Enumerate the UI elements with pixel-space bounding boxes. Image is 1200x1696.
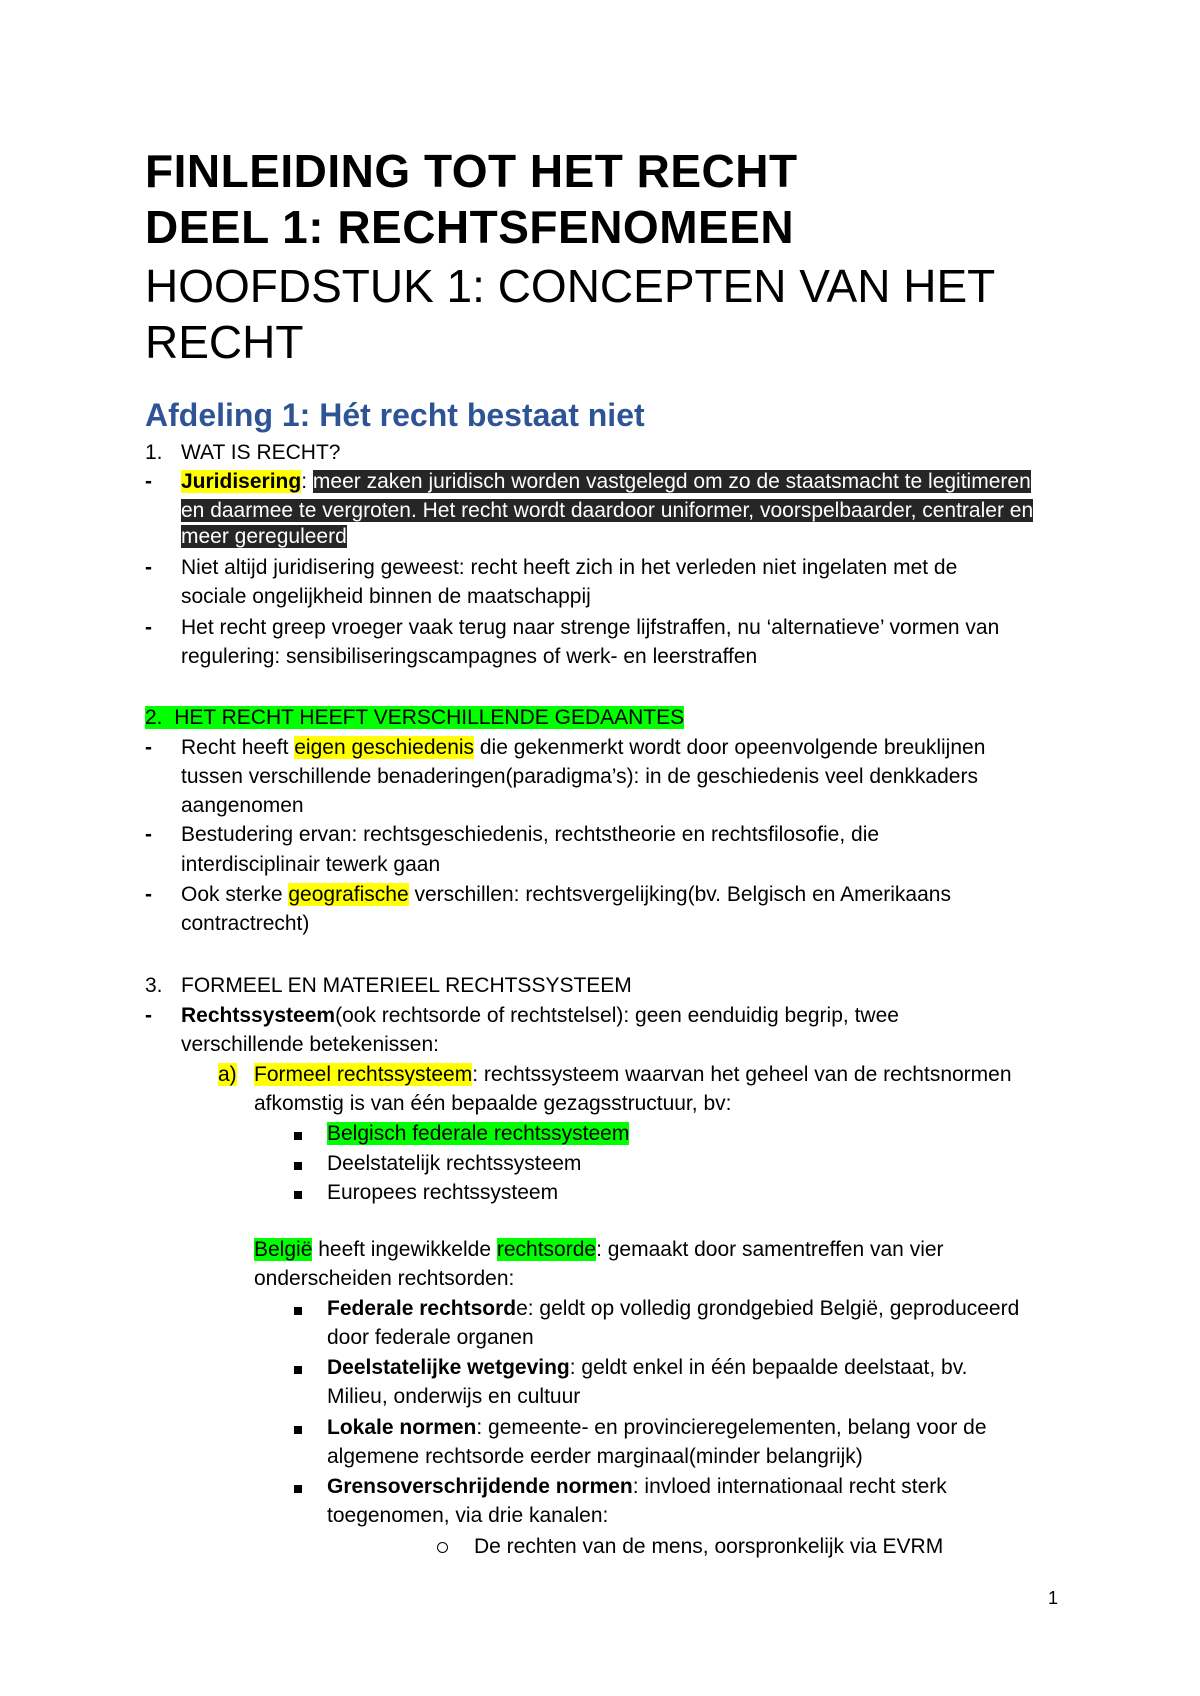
document-title: FINLEIDING TOT HET RECHT: [145, 145, 798, 197]
bullet-text: Bestudering ervan: rechtsgeschiedenis, rechtstheorie en rechtsfilosofie, die: [181, 823, 880, 846]
term-formeel-rechtssysteem: Formeel rechtssysteem: [254, 1063, 473, 1086]
sub-item: Belgisch federale rechtssysteem: [327, 1122, 630, 1145]
bullet-dash: -: [145, 616, 152, 639]
square-bullet-icon: [294, 1485, 302, 1493]
bullet-text: verschillende betekenissen:: [181, 1033, 439, 1056]
bullet-text: tussen verschillende benaderingen(paradigma’s): in de geschiedenis veel denkkaders: [181, 765, 978, 788]
bullet-dash: -: [145, 823, 152, 846]
bullet-text: Niet altijd juridisering geweest: recht heeft zich in het verleden niet ingelaten met de: [181, 556, 958, 579]
bullet-juridisering-line3: [181, 522, 1081, 551]
page-number: 1: [1048, 1588, 1059, 1608]
bullet-dash: -: [145, 736, 152, 759]
bullet-dash: -: [145, 883, 152, 906]
bullet-text: contractrecht): [181, 912, 310, 935]
term-juridisering: Juridisering: [181, 470, 302, 493]
highlighted-text: meer zaken juridisch worden vastgelegd om zo de staatsmacht te legitimeren: [312, 470, 1031, 493]
highlighted-text: meer gereguleerd: [181, 525, 347, 548]
bullet-juridisering: [181, 467, 1081, 496]
sub-sub-item: De rechten van de mens, oorspronkelijk via EVRM: [474, 1535, 944, 1558]
section3-heading: FORMEEL EN MATERIEEL RECHTSSYSTEEM: [181, 974, 632, 997]
rechtsorde-item: Grensoverschrijdende normen: invloed internationaal recht sterk: [327, 1475, 947, 1498]
section2-number: 2.: [145, 706, 163, 729]
section2-heading: [145, 703, 725, 732]
rechtsorde-item: Deelstatelijke wetgeving: geldt enkel in één bepaalde deelstaat, bv.: [327, 1356, 968, 1379]
square-bullet-icon: [294, 1307, 302, 1315]
rechtsorde-item-line2: toegenomen, via drie kanalen:: [327, 1504, 609, 1527]
belgie-paragraph: België heeft ingewikkelde rechtsorde: gemaakt door samentreffen van vier: [254, 1238, 944, 1261]
bullet-dash: -: [145, 470, 152, 493]
highlight-geografische: geografische: [288, 883, 409, 906]
circle-bullet-icon: [437, 1542, 448, 1553]
bullet-dash: -: [145, 556, 152, 579]
sub-item: Deelstatelijk rechtssysteem: [327, 1152, 582, 1175]
square-bullet-icon: [294, 1162, 302, 1170]
section3-number: 3.: [145, 974, 163, 997]
bullet-text: sociale ongelijkheid binnen de maatschappij: [181, 585, 591, 608]
rechtsorde-item: Federale rechtsorde: geldt op volledig grondgebied België, geproduceerd: [327, 1297, 1020, 1320]
bullet-text: Ook sterke geografische verschillen: rechtsvergelijking(bv. Belgisch en Amerikaans: [181, 883, 951, 906]
square-bullet-icon: [294, 1426, 302, 1434]
section2-heading-text: HET RECHT HEEFT VERSCHILLENDE GEDAANTES: [174, 706, 685, 729]
bullet-text: Recht heeft eigen geschiedenis die gekenmerkt wordt door opeenvolgende breuklijnen: [181, 736, 986, 759]
bullet-text: interdisciplinair tewerk gaan: [181, 853, 441, 876]
rechtsorde-item: Lokale normen: gemeente- en provincieregelementen, belang voor de: [327, 1416, 987, 1439]
bullet-dash: -: [145, 1004, 152, 1027]
bullet-text: Het recht greep vroeger vaak terug naar strenge lijfstraffen, nu ‘alternatieve’ vormen van: [181, 616, 1000, 639]
formeel-rechtssysteem-item: Formeel rechtssysteem: rechtssysteem waarvan het geheel van de rechtsnormen: [254, 1063, 1012, 1086]
rechtsorde-item-line2: algemene rechtsorde eerder marginaal(minder belangrijk): [327, 1445, 863, 1468]
formeel-rechtssysteem-line2: afkomstig is van één bepaalde gezagsstructuur, bv:: [254, 1092, 732, 1115]
chapter-title-line2: RECHT: [145, 316, 304, 368]
square-bullet-icon: [294, 1132, 302, 1140]
chapter-title-line1: HOOFDSTUK 1: CONCEPTEN VAN HET: [145, 260, 996, 312]
list-label-a: a): [218, 1063, 237, 1086]
belgie-paragraph-line2: onderscheiden rechtsorden:: [254, 1267, 515, 1290]
section1-heading: WAT IS RECHT?: [181, 441, 341, 464]
highlight-eigen-geschiedenis: eigen geschiedenis: [294, 736, 475, 759]
square-bullet-icon: [294, 1366, 302, 1374]
bullet-juridisering-line2: [181, 496, 1081, 525]
bullet-text: regulering: sensibiliseringscampagnes of werk- en leerstraffen: [181, 645, 758, 668]
highlighted-text: en daarmee te vergroten. Het recht wordt daardoor uniformer, voorspelbaarder, centraler en: [181, 499, 1034, 522]
rechtsorde-item-line2: Milieu, onderwijs en cultuur: [327, 1385, 581, 1408]
bullet-rechtssysteem: Rechtssysteem(ook rechtsorde of rechtstelsel): geen eenduidig begrip, twee: [181, 1004, 899, 1027]
section1-number: 1.: [145, 441, 163, 464]
rechtsorde-item-line2: door federale organen: [327, 1326, 534, 1349]
colon: :: [301, 470, 308, 493]
bullet-text: aangenomen: [181, 794, 304, 817]
sub-item: Europees rechtssysteem: [327, 1181, 559, 1204]
part-title: DEEL 1: RECHTSFENOMEEN: [145, 201, 795, 253]
square-bullet-icon: [294, 1191, 302, 1199]
section-heading-afdeling: Afdeling 1: Hét recht bestaat niet: [145, 397, 645, 433]
